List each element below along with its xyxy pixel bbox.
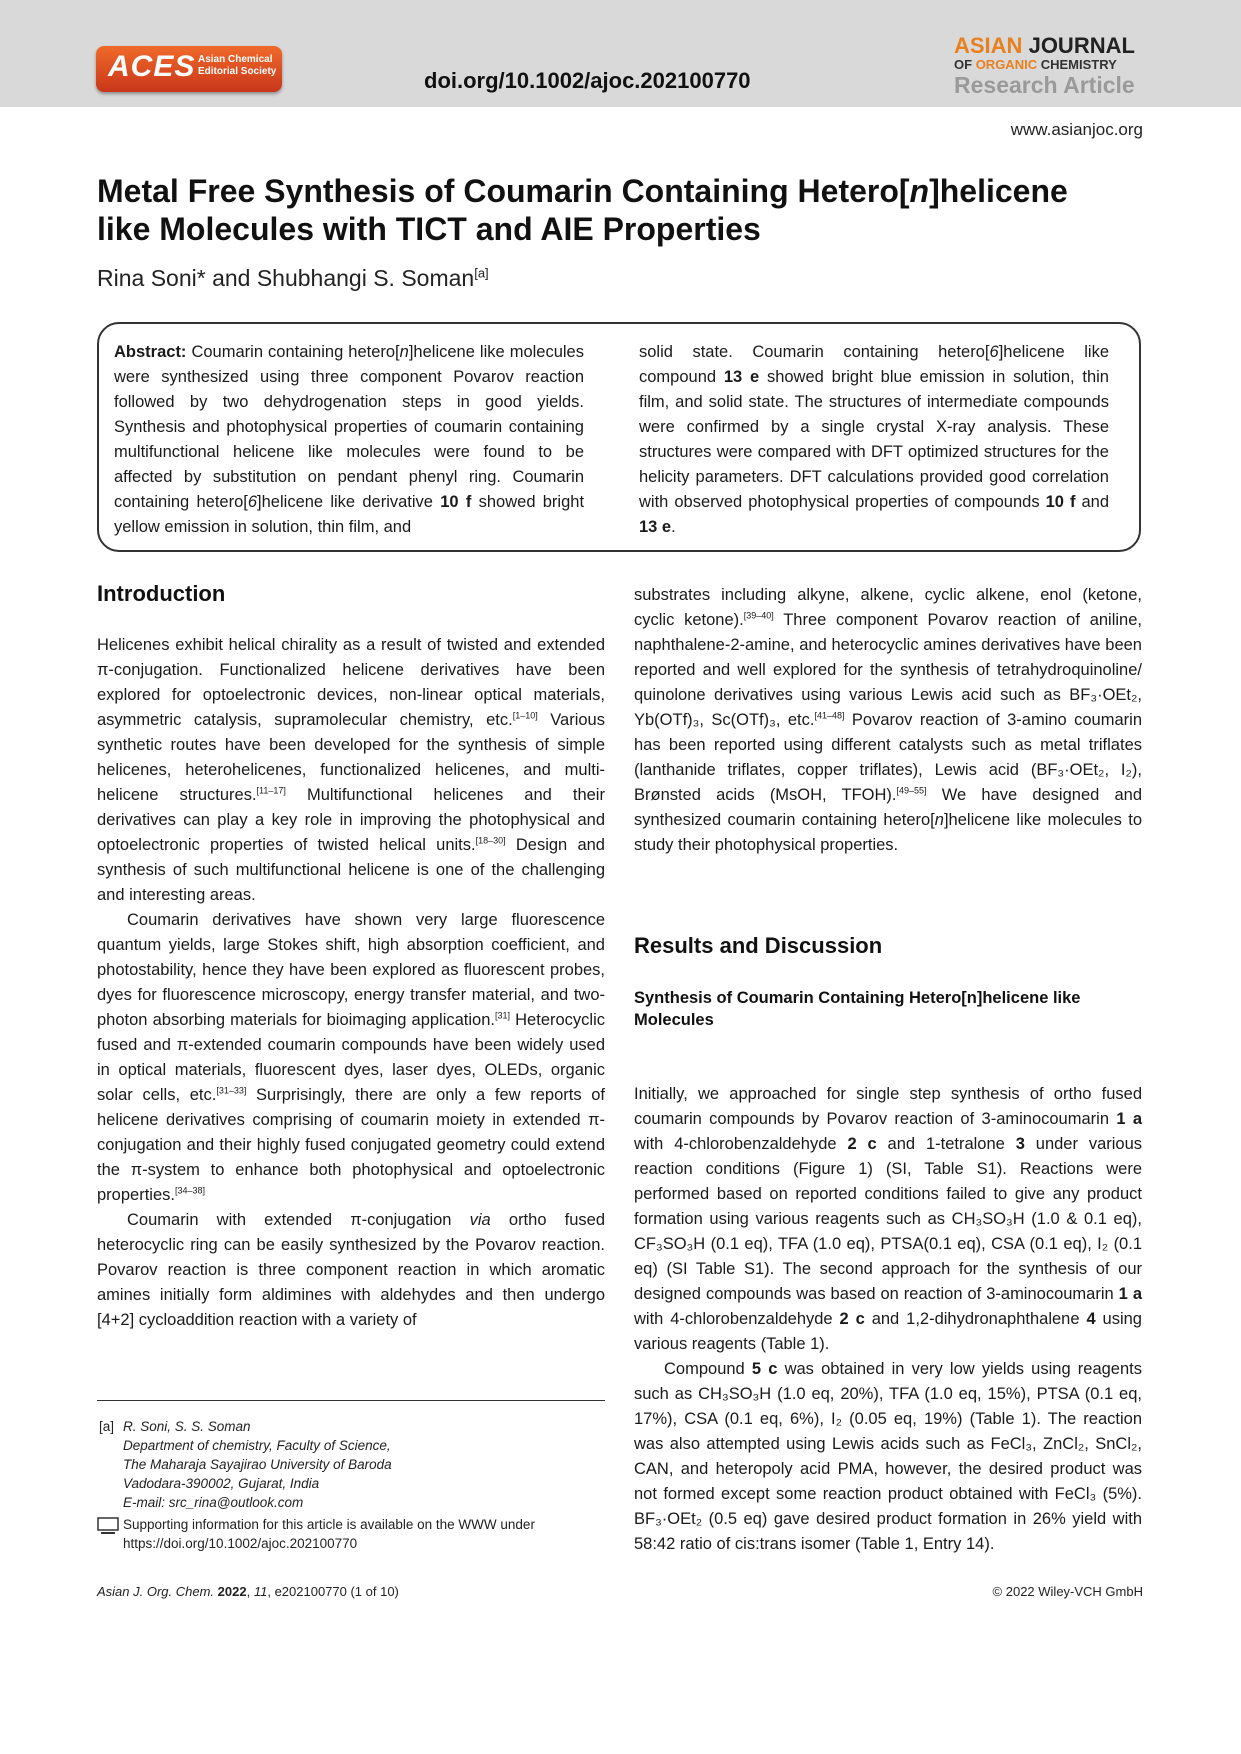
- intro-body: [97, 633, 605, 1333]
- intro-paragraph: Coumarin with extended π-conjugation via ortho fused heterocyclic ring can be easily synthesized by the Povarov reaction. Povarov reaction is three component reaction in which aromatic amines initially form aldimines with aldehydes and then undergo [4+2] cycloaddition reaction with a variety of: [97, 1211, 606, 1329]
- aces-logo[interactable]: [96, 46, 282, 92]
- supporting-info-link[interactable]: Supporting information for this article is available on the WWW under https://doi.org/10.1002/ajoc.202100770: [123, 1517, 535, 1551]
- logo-sub-text: Asian Chemical Editorial Society: [198, 54, 277, 77]
- abstract-label: Abstract:: [114, 343, 187, 361]
- intro-paragraph: Coumarin derivatives have shown very large fluorescence quantum yields, large Stokes shift, high absorption coefficient, and photostability, hence they have been explored as fluorescent probes, dyes for fluorescence microscopy, energy transfer material, and two-photon absorbing materials for bioimaging application.[31] Heterocyclic fused and π-extended coumarin compounds have been widely used in optical materials, fluorescent dyes, laser dyes, OLEDs, organic solar cells, etc.[31–33] Surprisingly, there are only a few reports of helicene derivatives comprising of coumarin moiety in extended π-conjugation and their highly fused conjugated geometry could extend the π-system to enhance both photophysical and optoelectronic properties.[34–38]: [97, 911, 606, 1204]
- author-list: Rina Soni* and Shubhangi S. Soman[a]: [97, 265, 489, 291]
- doi-link[interactable]: doi.org/10.1002/ajoc.202100770: [424, 68, 751, 93]
- abstract-box: [97, 322, 1141, 552]
- article-title: Metal Free Synthesis of Coumarin Containing Hetero[n]helicene like Molecules with TICT and AIE Properties: [97, 173, 1068, 247]
- right-column-intro: [634, 583, 1142, 858]
- article-type: Research Article: [954, 72, 1135, 98]
- synthesis-subheading: Synthesis of Coumarin Containing Hetero[n]helicene like Molecules: [634, 989, 1081, 1029]
- abstract-left-column: Abstract: Coumarin containing hetero[n]helicene like molecules were synthesized using three component Povarov reaction followed by two dehydrogenation steps in good yields. Synthesis and photophysical properties of coumarin containing multifunctional helicene like molecules were found to be affected by substitution on pendant phenyl ring. Coumarin containing hetero[6]helicene like derivative 10 f showed bright yellow emission in solution, thin film, and: [114, 343, 585, 536]
- computer-icon: [97, 1517, 119, 1535]
- abstract-right-column: solid state. Coumarin containing hetero[6]helicene like compound 13 e showed bright blue emission in solution, thin film, and solid state. The structures of intermediate compounds were confirmed by a single crystal X-ray analysis. These structures were compared with DFT optimized structures for the helicity parameters. DFT calculations provided good correlation with observed photophysical properties of compounds 10 f and 13 e.: [639, 343, 1110, 536]
- intro-paragraph: substrates including alkyne, alkene, cyclic alkene, enol (ketone, cyclic ketone).[39–40] Three component Povarov reaction of aniline, naphthalene-2-amine, and heterocyclic amines derivatives have been reported and well explored for the synthesis of tetrahydroquinoline/ quinolone derivatives using various Lewis acid such as BF₃·OEt₂, Yb(OTf)₃, Sc(OTf)₃, etc.[41–48] Povarov reaction of 3-amino coumarin has been reported using different catalysts such as metal triflates (lanthanide triflates, copper triflates), Lewis acid (BF₃·OEt₂, I₂), Brønsted acids (MsOH, TFOH).[49–55] We have designed and synthesized coumarin containing hetero[n]helicene like molecules to study their photophysical properties.: [634, 586, 1143, 854]
- citation-footer: Asian J. Org. Chem. 2022, 11, e202100770 (1 of 10): [97, 1584, 399, 1599]
- author-email[interactable]: E-mail: src_rina@outlook.com: [123, 1495, 304, 1510]
- copyright-footer: © 2022 Wiley-VCH GmbH: [992, 1584, 1143, 1599]
- introduction-heading: Introduction: [97, 581, 226, 606]
- results-paragraph: Compound 5 c was obtained in very low yields using reagents such as CH₃SO₃H (1.0 eq, 20%), TFA (1.0 eq, 15%), PTSA (0.1 eq, 17%), CSA (0.1 eq, 6%), I₂ (0.05 eq, 19%) (Table 1). The reaction was also attempted using Lewis acids such as FeCl₃, ZnCl₂, SnCl₂, CAN, and heteropoly acid PMA, however, the desired product was not formed except some reaction product obtained with FeCl₃ (5%). BF₃·OEt₂ (0.5 eq) gave desired product formation in 26% yield with 58:42 ratio of cis:trans isomer (Table 1, Entry 14).: [634, 1360, 1142, 1553]
- results-paragraph: Initially, we approached for single step synthesis of ortho fused coumarin compounds by Povarov reaction of 3-aminocoumarin 1 a with 4-chlorobenzaldehyde 2 c and 1-tetralone 3 under various reaction conditions (Figure 1) (SI, Table S1). Reactions were performed based on reported conditions failed to give any product formation using various reagents such as CH₃SO₃H (1.0 & 0.1 eq), CF₃SO₃H (0.1 eq), TFA (1.0 eq), PTSA(0.1 eq), CSA (0.1 eq), I₂ (0.1 eq) (SI Table S1). The second approach for the synthesis of our designed compounds was based on reaction of 3-aminocoumarin 1 a with 4-chlorobenzaldehyde 2 c and 1,2-dihydronaphthalene 4 using various reagents (Table 1).: [634, 1085, 1143, 1353]
- results-heading: Results and Discussion: [634, 933, 883, 958]
- journal-logo: ASIAN JOURNAL OF ORGANIC CHEMISTRY Research Article: [954, 34, 1144, 98]
- footnote-rule: [97, 1400, 605, 1401]
- journal-website-link[interactable]: www.asianjoc.org: [1010, 120, 1143, 139]
- results-body: [634, 1082, 1142, 1557]
- logo-main-text: ACES: [108, 50, 196, 83]
- intro-paragraph: Helicenes exhibit helical chirality as a result of twisted and extended π-conjugation. Functionalized helicene derivatives have been explored for optoelectronic devices, non-linear optical materials, asymmetric catalysis, supramolecular chemistry, etc.[1–10] Various synthetic routes have been developed for the synthesis of simple helicenes, heterohelicenes, functionalized helicenes, and multi-helicene structures.[11–17] Multifunctional helicenes and their derivatives can play a key role in improving the photophysical and optoelectronic properties of twisted helical units.[18–30] Design and synthesis of such multifunctional helicene is one of the challenging and interesting areas.: [97, 636, 605, 904]
